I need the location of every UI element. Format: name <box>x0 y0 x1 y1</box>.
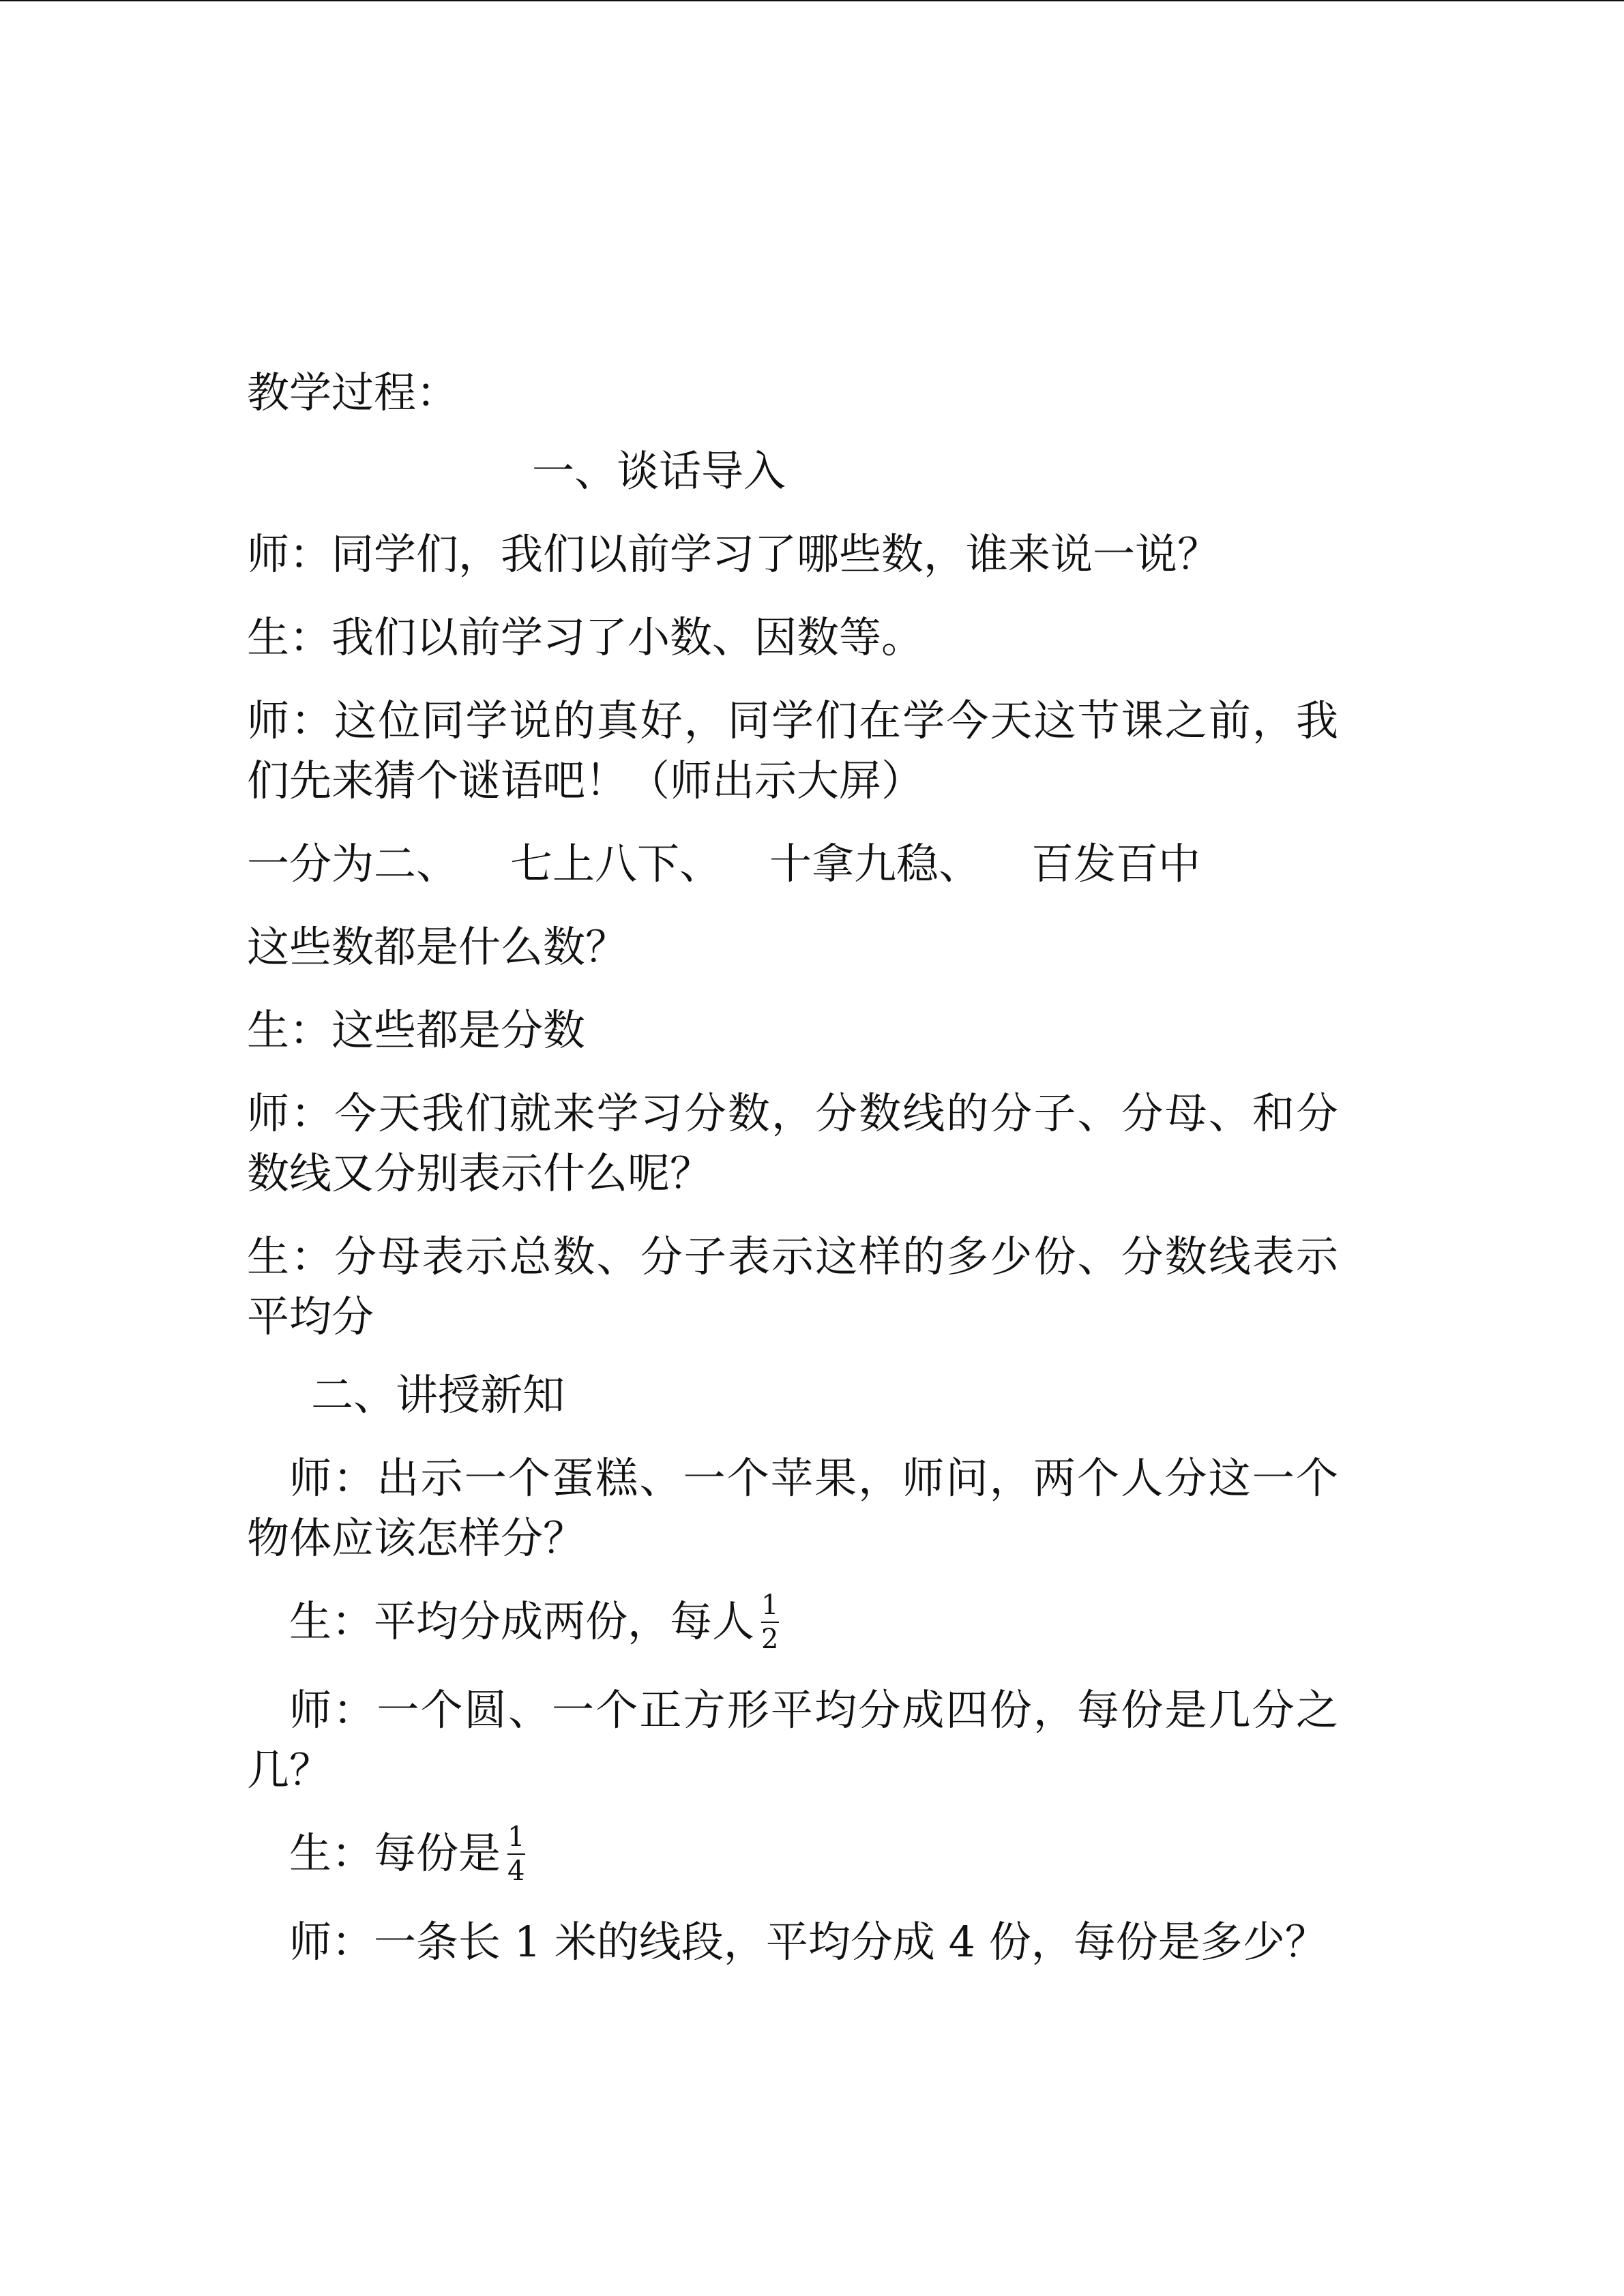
student-line-5-text: 生：每份是 <box>289 1828 501 1878</box>
teacher-line-2: 师：这位同学说的真好，同学们在学今天这节课之前，我们先来猜个谜语吧！（师出示大屏） <box>247 696 1338 805</box>
fraction-bar <box>507 1853 525 1855</box>
teacher-line-3: 师：今天我们就来学习分数，分数线的分子、分母、和分数线又分别表示什么呢？ <box>247 1088 1338 1198</box>
fraction-numerator: 1 <box>761 1589 779 1621</box>
student-line-5 <box>247 1823 1344 1889</box>
riddle-3: 十拿九稳、 <box>769 839 981 889</box>
teacher-line-4: 师：出示一个蛋糕、一个苹果，师问，两个人分这一个物体应该怎样分？ <box>247 1453 1338 1563</box>
riddle-row <box>247 834 1344 894</box>
fraction-numerator: 1 <box>507 1821 525 1853</box>
fraction-one-quarter <box>503 1822 529 1886</box>
fraction-one-half <box>757 1590 782 1654</box>
student-line-3: 生：分母表示总数、分子表示这样的多少份、分数线表示平均分 <box>247 1232 1338 1341</box>
teacher-line-5: 师：一个圆、一个正方形平均分成四份，每份是几分之几？ <box>247 1684 1338 1795</box>
student-line-4 <box>247 1589 1344 1657</box>
section-label-teaching-process: 教学过程： <box>247 368 459 417</box>
fraction-bar <box>761 1622 779 1623</box>
student-line-2: 生：这些都是分数 <box>247 1005 586 1055</box>
teacher-line-1: 师：同学们，我们以前学习了哪些数，谁来说一说？ <box>247 529 1220 579</box>
heading-new-knowledge: 二、讲授新知 <box>311 1370 565 1420</box>
page-top-border <box>0 0 1624 1</box>
question-line: 这些数都是什么数？ <box>247 922 628 972</box>
fraction-denominator: 2 <box>761 1623 779 1655</box>
heading-conversation-intro: 一、谈话导入 <box>532 446 786 496</box>
fraction-denominator: 4 <box>507 1855 525 1887</box>
document-body <box>247 363 1344 1972</box>
student-line-1: 生：我们以前学习了小数、因数等。 <box>247 612 924 662</box>
riddle-4: 百发百中 <box>1031 839 1201 889</box>
teacher-line-6: 师：一条长 1 米的线段，平均分成 4 份，每份是多少？ <box>289 1916 1327 1967</box>
riddle-1: 一分为二、 <box>247 839 459 889</box>
student-line-4-text: 生：平均分成两份，每人 <box>289 1596 755 1646</box>
riddle-2: 七上八下、 <box>510 839 722 889</box>
